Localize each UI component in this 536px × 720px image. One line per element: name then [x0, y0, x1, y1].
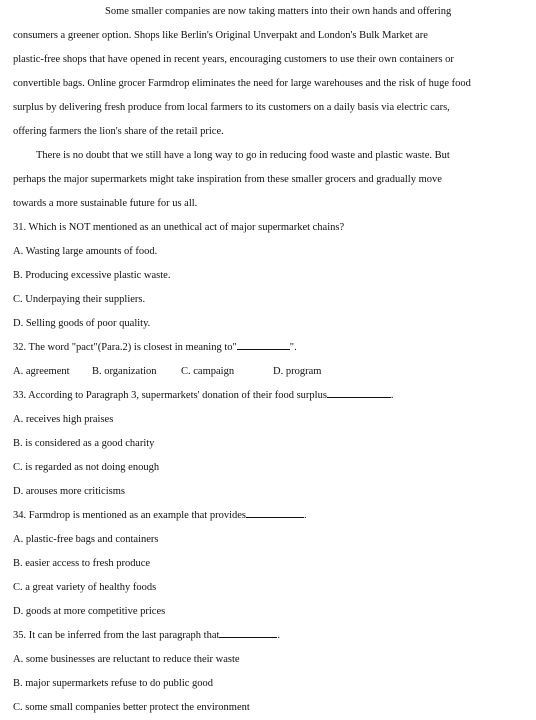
question-stem-end: .	[390, 390, 394, 401]
answer-option: C. Underpaying their suppliers.	[13, 294, 146, 305]
question-31	[13, 216, 521, 336]
answer-option: B. Producing excessive plastic waste.	[13, 270, 171, 281]
answer-option: D. goods at more competitive prices	[13, 606, 166, 617]
answer-option: C. campaign	[181, 366, 235, 377]
question-stem-text: 35. It can be inferred from the last paragraph that	[13, 630, 220, 641]
text-line: consumers a greener option. Shops like Berlin's Original Unverpakt and London's Bulk Market are	[13, 30, 428, 41]
question-stem-end: .	[277, 630, 281, 641]
question-stem: 31. Which is NOT mentioned as an unethical act of major supermarket chains?	[13, 222, 345, 233]
answer-option: D. Selling goods of poor quality.	[13, 318, 151, 329]
text-line: Some smaller companies are now taking matters into their own hands and offering	[105, 6, 452, 17]
answer-option: A. receives high praises	[13, 414, 114, 425]
answer-option: B. major supermarkets refuse to do public good	[13, 678, 214, 689]
answer-options-row	[13, 360, 521, 384]
answer-blank	[246, 505, 304, 518]
passage-paragraph-1	[13, 0, 521, 144]
answer-option: B. easier access to fresh produce	[13, 558, 151, 569]
answer-option: A. Wasting large amounts of food.	[13, 246, 158, 257]
question-35	[13, 624, 521, 720]
question-32	[13, 336, 521, 384]
text-line: towards a more sustainable future for us all.	[13, 198, 198, 209]
question-stem	[13, 336, 521, 360]
text-line: perhaps the major supermarkets might take inspiration from these smaller grocers and gradually move	[13, 174, 442, 185]
answer-blank	[219, 625, 277, 638]
answer-option: C. a great variety of healthy foods	[13, 582, 157, 593]
question-stem-text: 33. According to Paragraph 3, supermarkets' donation of their food surplus	[13, 390, 327, 401]
document-page	[13, 0, 521, 720]
answer-option: C. some small companies better protect the environment	[13, 702, 250, 713]
question-stem-text: 32. The word "pact"(Para.2) is closest in meaning to"	[13, 342, 237, 353]
answer-blank	[327, 385, 391, 398]
question-stem	[13, 504, 521, 528]
question-stem	[13, 384, 521, 408]
answer-option: A. plastic-free bags and containers	[13, 534, 159, 545]
question-stem-end: ".	[289, 342, 297, 353]
answer-option: C. is regarded as not doing enough	[13, 462, 160, 473]
text-line: plastic-free shops that have opened in recent years, encouraging customers to use their own containers or	[13, 54, 454, 65]
question-stem-end: .	[304, 510, 307, 521]
passage-paragraph-2	[13, 144, 521, 216]
answer-option: B. is considered as a good charity	[13, 438, 155, 449]
question-33	[13, 384, 521, 504]
answer-option: A. some businesses are reluctant to reduce their waste	[13, 654, 240, 665]
text-line: offering farmers the lion's share of the retail price.	[13, 126, 224, 137]
question-stem	[13, 624, 521, 648]
question-stem-text: 34. Farmdrop is mentioned as an example that provides	[13, 510, 246, 521]
text-line: There is no doubt that we still have a long way to go in reducing food waste and plastic waste. But	[36, 150, 450, 161]
answer-option: B. organization	[92, 366, 157, 377]
question-34	[13, 504, 521, 624]
answer-option: D. program	[273, 366, 322, 377]
text-line: surplus by delivering fresh produce from local farmers to its customers on a daily basis via electric cars,	[13, 102, 450, 113]
answer-option: D. arouses more criticisms	[13, 486, 125, 497]
answer-option: A. agreement	[13, 366, 70, 377]
text-line: convertible bags. Online grocer Farmdrop eliminates the need for large warehouses and the risk of huge food	[13, 78, 471, 89]
answer-blank	[237, 337, 290, 350]
